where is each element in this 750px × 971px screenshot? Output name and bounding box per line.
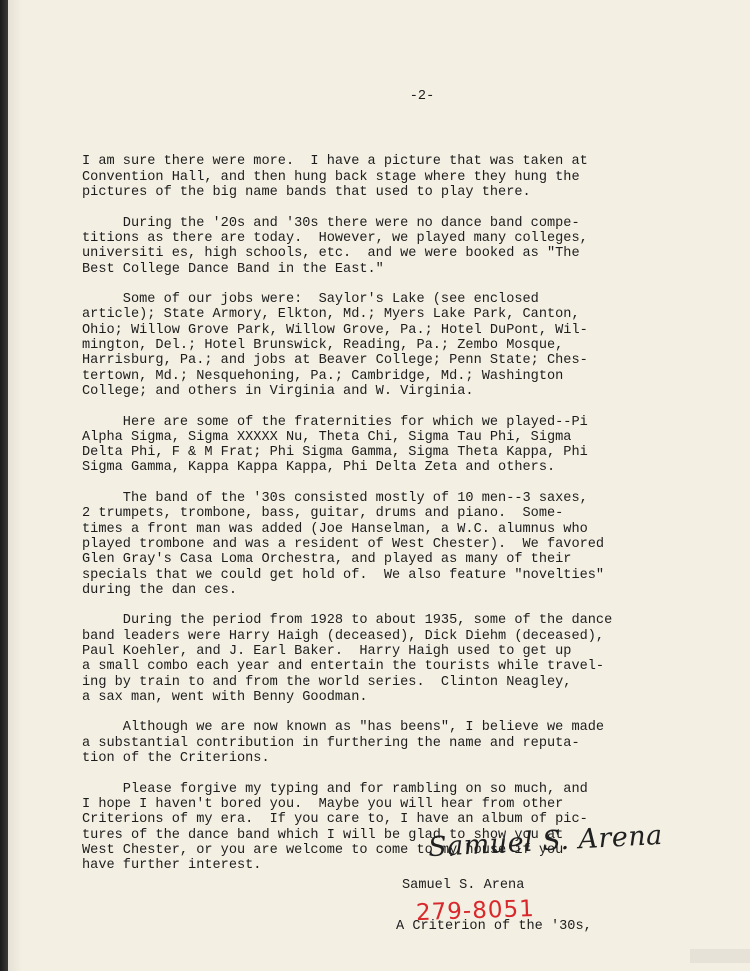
paragraph	[82, 613, 722, 705]
text-line: Ohio; Willow Grove Park, Willow Grove, Pa.; Hotel DuPont, Wil-	[82, 322, 588, 338]
text-line: mington, Del.; Hotel Brunswick, Reading, Pa.; Zembo Mosque,	[82, 338, 564, 354]
text-line: Alpha Sigma, Sigma XXXXX Nu, Theta Chi, Sigma Tau Phi, Sigma	[82, 429, 572, 445]
text-line: During the period from 1928 to about 1935, some of the dance	[82, 613, 613, 629]
text-line: specials that we could get hold of. We also feature "novelties"	[82, 567, 605, 583]
text-line: I am sure there were more. I have a picture that was taken at	[82, 154, 588, 170]
letter-body	[82, 58, 722, 950]
text-line: during the dan ces.	[82, 582, 237, 598]
text-line: band leaders were Harry Haigh (deceased), Dick Diehm (deceased),	[82, 628, 605, 644]
closing-line: A Criterion of the '30s,	[396, 919, 592, 935]
text-line: 2 trumpets, trombone, bass, guitar, drums and piano. Some-	[82, 506, 564, 522]
text-line: Here are some of the fraternities for which we played--Pi	[82, 414, 588, 430]
paragraph	[82, 415, 722, 476]
text-line: a small combo each year and entertain the tourists while travel-	[82, 659, 605, 675]
text-line: The band of the '30s consisted mostly of 10 men--3 saxes,	[82, 491, 588, 507]
text-line: Criterions of my era. If you care to, I have an album of pic-	[82, 812, 588, 828]
paragraph	[82, 216, 722, 277]
paragraphs	[82, 154, 722, 873]
text-line: Please forgive my typing and for rambling on so much, and	[82, 781, 588, 797]
text-line: Harrisburg, Pa.; and jobs at Beaver College; Penn State; Ches-	[82, 353, 588, 369]
text-line: a sax man, went with Benny Goodman.	[82, 689, 368, 705]
text-line: Best College Dance Band in the East."	[82, 261, 384, 277]
text-line: tertown, Md.; Nesquehoning, Pa.; Cambridge, Md.; Washington	[82, 368, 564, 384]
text-line: Paul Koehler, and J. Earl Baker. Harry Haigh used to get up	[82, 643, 572, 659]
text-line: ing by train to and from the world series. Clinton Neagley,	[82, 674, 572, 690]
text-line: have further interest.	[82, 858, 262, 874]
text-line: College; and others in Virginia and W. Virginia.	[82, 383, 474, 399]
paragraph	[82, 720, 722, 766]
scan-edge	[0, 0, 8, 971]
text-line: universiti es, high schools, etc. and we were booked as "The	[82, 246, 580, 262]
page-number: -2-	[409, 88, 435, 104]
text-line: a substantial contribution in furthering the name and reputa-	[82, 735, 580, 751]
text-line: article); State Armory, Elkton, Md.; Myers Lake Park, Canton,	[82, 307, 580, 323]
text-line: Delta Phi, F & M Frat; Phi Sigma Gamma, Sigma Theta Kappa, Phi	[82, 445, 588, 461]
text-line: pictures of the big name bands that used to play there.	[82, 185, 531, 201]
paragraph	[82, 491, 722, 598]
paragraph	[82, 154, 722, 200]
text-line: Convention Hall, and then hung back stage where they hung the	[82, 169, 580, 185]
typed-signer-name: Samuel S. Arena	[402, 878, 525, 893]
text-line: times a front man was added (Joe Hanselman, a W.C. alumnus who	[82, 521, 588, 537]
text-line: tion of the Criterions.	[82, 751, 270, 767]
text-line: Some of our jobs were: Saylor's Lake (see enclosed	[82, 292, 539, 308]
text-line: Glen Gray's Casa Loma Orchestra, and played as many of their	[82, 552, 572, 568]
text-line: played trombone and was a resident of West Chester). We favored	[82, 536, 605, 552]
paragraph	[82, 292, 722, 399]
text-line: tures of the dance band which I will be glad to show you at	[82, 827, 564, 843]
handwritten-phone-number: 279-8051	[415, 895, 536, 927]
text-line: titions as there are today. However, we played many colleges,	[82, 230, 588, 246]
text-line: I hope I haven't bored you. Maybe you will hear from other	[82, 796, 564, 812]
text-line: West Chester, or you are welcome to come to my house if you	[82, 842, 564, 858]
text-line: During the '20s and '30s there were no dance band compe-	[82, 215, 580, 231]
handwritten-signature: Samuel S. Arena	[427, 819, 664, 864]
text-line: Sigma Gamma, Kappa Kappa Kappa, Phi Delta Zeta and others.	[82, 460, 556, 476]
scan-shadow	[690, 949, 750, 963]
text-line: Although we are now known as "has beens", I believe we made	[82, 720, 605, 736]
